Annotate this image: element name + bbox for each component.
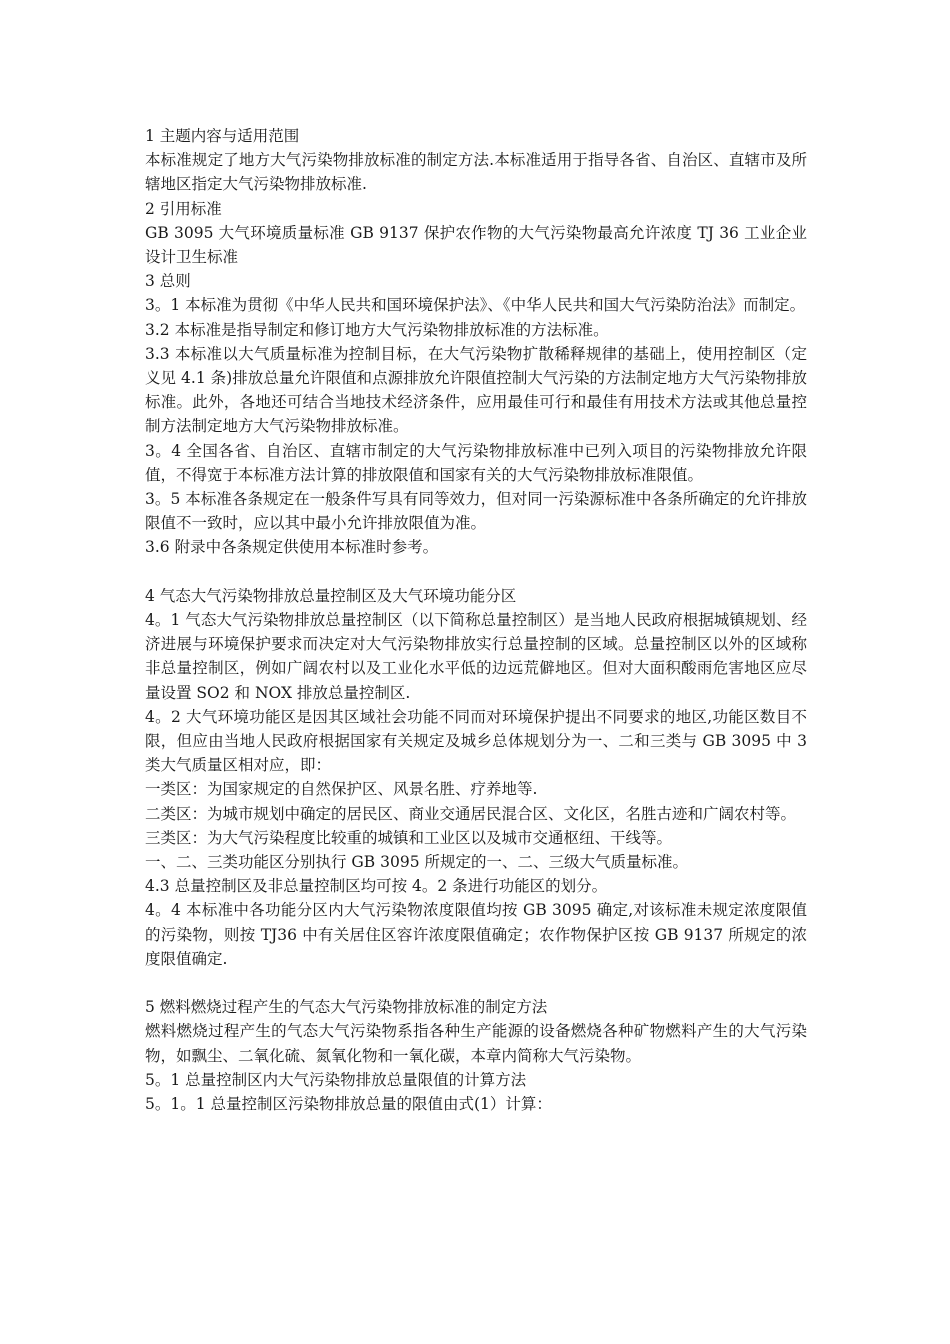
heading-2: 2 引用标准 — [145, 199, 222, 218]
heading-3: 3 总则 — [145, 272, 191, 291]
paragraph: 一类区：为国家规定的自然保护区、风景名胜、疗养地等. — [145, 780, 538, 799]
paragraph: GB 3095 大气环境质量标准 GB 9137 保护农作物的大气污染物最高允许浓度 TJ 36 工业企业设计卫生标准 — [145, 223, 807, 267]
paragraph: 3。4 全国各省、自治区、直辖市制定的大气污染物排放标准中已列入项目的污染物排放允许限值，不得宽于本标准方法计算的排放限值和国家有关的大气污染物排放标准限值。 — [145, 441, 807, 484]
paragraph: 4。1 气态大气污染物排放总量控制区（以下简称总量控制区）是当地人民政府根据城镇规划、经济进展与环境保护要求而决定对大气污染物排放实行总量控制的区域。总量控制区以外的区域称非总量控制区，例如广阔农村以及工业化水平低的边远荒僻地区。但对大面积酸雨危害地区应尽量设置 SO2 和 NOX 排放总量控制区. — [145, 611, 807, 702]
paragraph: 4.3 总量控制区及非总量控制区均可按 4。2 条进行功能区的划分。 — [145, 877, 608, 896]
heading-1: 1 主题内容与适用范围 — [145, 127, 300, 145]
paragraph: 一、二、三类功能区分别执行 GB 3095 所规定的一、二、三级大气质量标准。 — [145, 853, 689, 872]
heading-4: 4 气态大气污染物排放总量控制区及大气环境功能分区 — [145, 586, 517, 605]
paragraph: 3.2 本标准是指导制定和修订地方大气污染物排放标准的方法标准。 — [145, 320, 609, 339]
paragraph: 4。2 大气环境功能区是因其区域社会功能不同而对环境保护提出不同要求的地区,功能区数目不限，但应由当地人民政府根据国家有关规定及城乡总体规划分为一、二和三类与 GB 3095 中 3 类大气质量区相对应，即： — [145, 707, 807, 775]
paragraph: 燃料燃烧过程产生的气态大气污染物系指各种生产能源的设备燃烧各种矿物燃料产生的大气污染物，如飘尘、二氧化硫、氮氧化物和一氧化碳，本章内简称大气污染物。 — [145, 1022, 807, 1065]
paragraph: 3.3 本标准以大气质量标准为控制目标，在大气污染物扩散稀释规律的基础上，使用控制区（定义见 4.1 条)排放总量允许限值和点源排放允许限值控制大气污染的方法制定地方大气污染物排放标准。此外，各地还可结合当地技术经济条件，应用最佳可行和最佳有用技术方法或其他总量控制方法制定地方大气污染物排放标准。 — [145, 344, 807, 436]
blank-line — [145, 971, 807, 995]
paragraph: 本标准规定了地方大气污染物排放标准的制定方法.本标准适用于指导各省、自治区、直辖市及所辖地区指定大气污染物排放标准. — [145, 151, 807, 194]
paragraph: 三类区：为大气污染程度比较重的城镇和工业区以及城市交通枢纽、干线等。 — [145, 828, 673, 847]
paragraph: 二类区：为城市规划中确定的居民区、商业交通居民混合区、文化区，名胜古迹和广阔农村等。 — [145, 804, 797, 823]
paragraph: 4。4 本标准中各功能分区内大气污染物浓度限值均按 GB 3095 确定,对该标准未规定浓度限值的污染物，则按 TJ36 中有关居住区容许浓度限值确定；农作物保护区按 GB 9137 所规定的浓度限值确定. — [145, 901, 807, 968]
paragraph: 3。5 本标准各条规定在一般条件写具有同等效力，但对同一污染源标准中各条所确定的允许排放限值不一致时，应以其中最小允许排放限值为准。 — [145, 490, 807, 533]
paragraph: 5。1。1 总量控制区污染物排放总量的限值由式(1）计算： — [145, 1095, 552, 1114]
paragraph: 5。1 总量控制区内大气污染物排放总量限值的计算方法 — [145, 1070, 527, 1089]
paragraph: 3.6 附录中各条规定供使用本标准时参考。 — [145, 538, 439, 557]
blank-line — [145, 560, 807, 584]
paragraph: 3。1 本标准为贯彻《中华人民共和国环境保护法》、《中华人民共和国大气污染防治法》而制定。 — [145, 296, 806, 315]
heading-5: 5 燃料燃烧过程产生的气态大气污染物排放标准的制定方法 — [145, 998, 548, 1017]
document-page — [145, 124, 807, 1116]
